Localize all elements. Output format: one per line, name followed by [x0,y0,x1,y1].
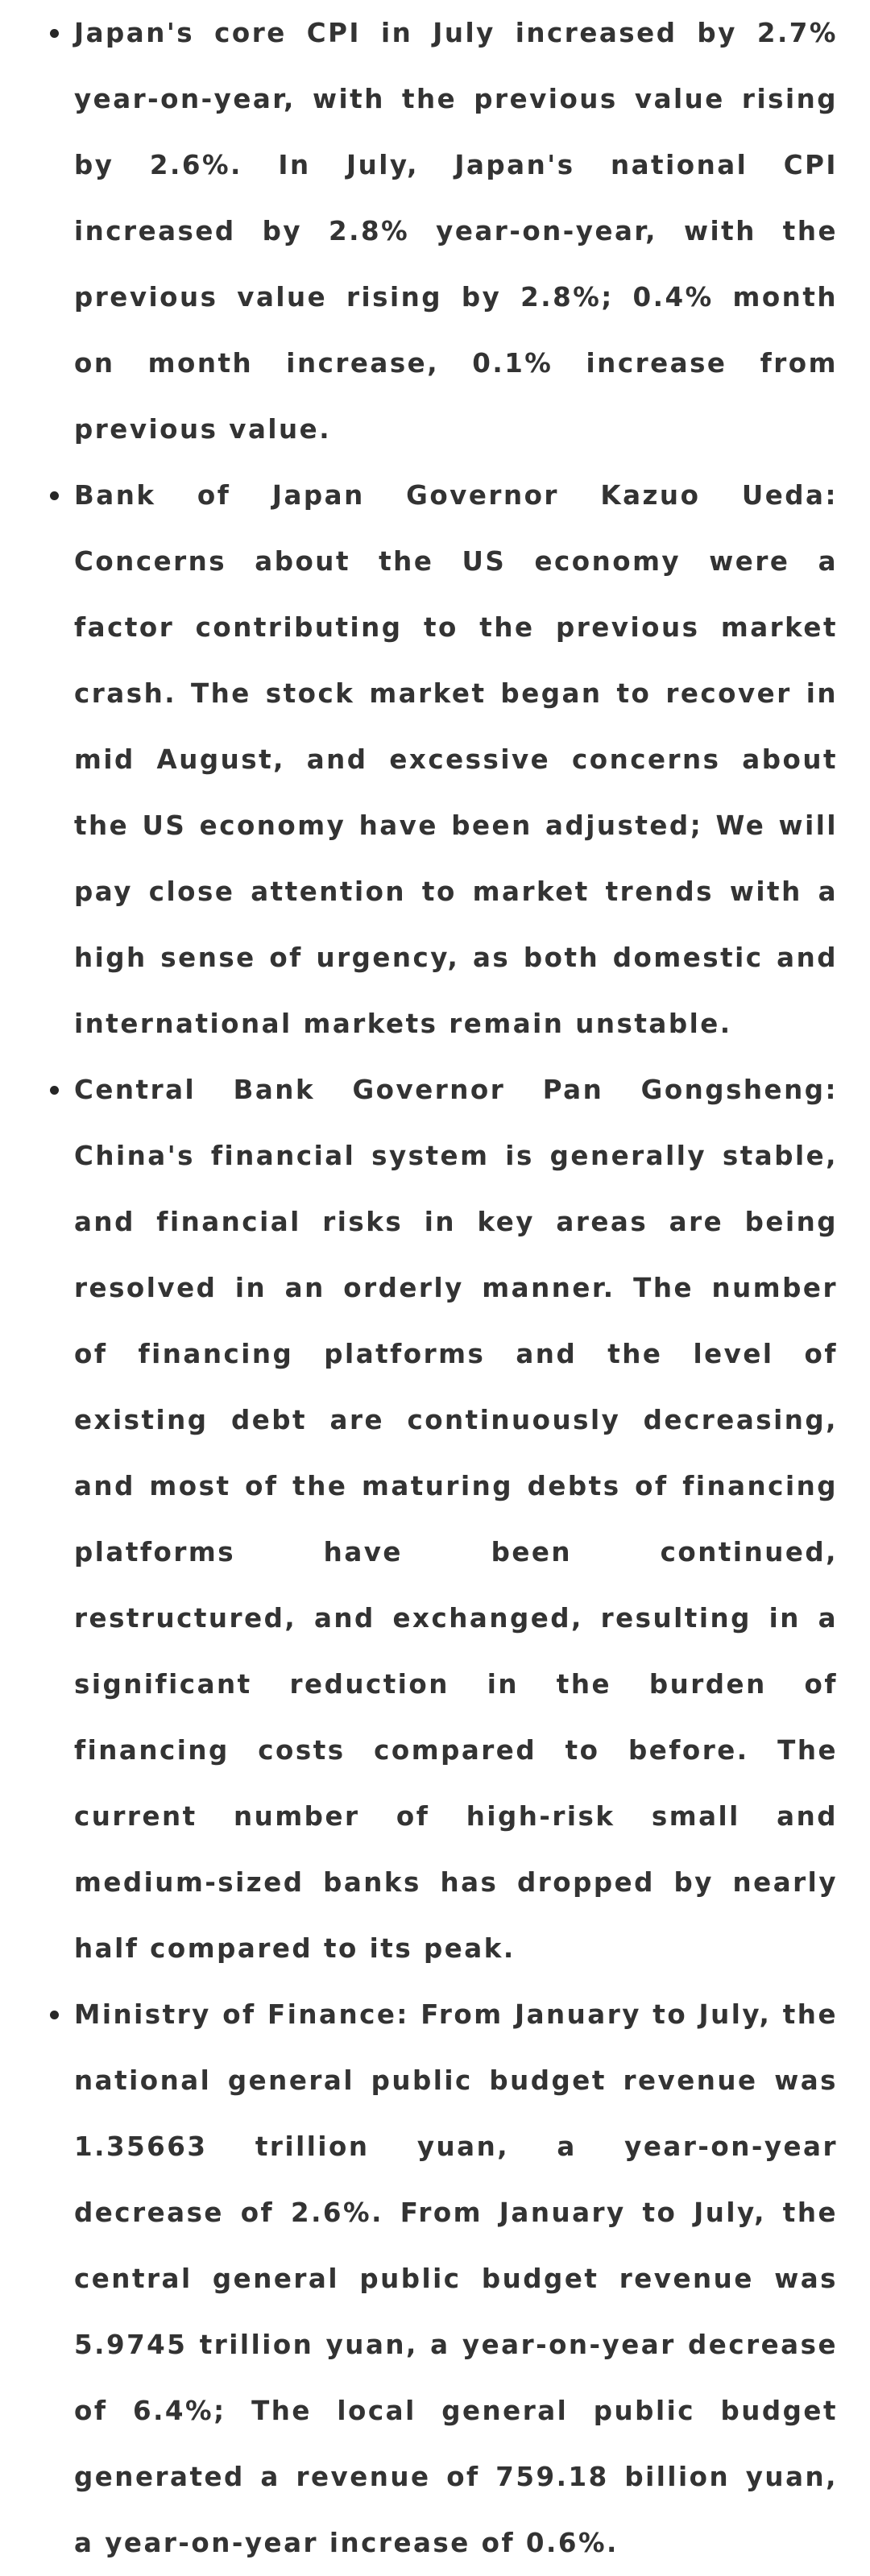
bullet-text: Ministry of Finance: From January to July, the national general public budget revenue was 1.35663 trillion yuan, a year-on-year decrease of 2.6%. From January to July, the central general public budget revenue was 5.9745 trillion yuan, a year-on-year decrease of 6.4%; The local general public budget generated a revenue of 759.18 billion yuan, a year-on-year increase of 0.6%. [74,1999,838,2558]
bullet-dot-icon [50,29,59,38]
news-bullet-list [40,0,838,2576]
bullet-dot-icon [50,2011,59,2019]
bullet-dot-icon [50,491,59,500]
bullet-text: Japan's core CPI in July increased by 2.7% year-on-year, with the previous value rising by 2.6%. In July, Japan's national CPI increased by 2.8% year-on-year, with the previous value rising by 2.8%; 0.4% month on month increase, 0.1% increase from previous value. [74,18,838,445]
list-item-ministry-of-finance [40,1982,838,2576]
bullet-text: Central Bank Governor Pan Gongsheng: China's financial system is generally stable, and financial risks in key areas are being resolved in an orderly manner. The number of financing platforms and the level of existing debt are continuously decreasing, and most of the maturing debts of financing platforms have been continued, restructured, and exchanged, resulting in a significant reduction in the burden of financing costs compared to before. The current number of high-risk small and medium-sized banks has dropped by nearly half compared to its peak. [74,1075,838,1964]
list-item-japan-cpi [40,0,838,462]
list-item-boj-governor [40,462,838,1057]
bullet-dot-icon [50,1086,59,1095]
list-item-pboc-governor [40,1057,838,1982]
bullet-text: Bank of Japan Governor Kazuo Ueda: Concerns about the US economy were a factor contributing to the previous market crash. The stock market began to recover in mid August, and excessive concerns about the US economy have been adjusted; We will pay close attention to market trends with a high sense of urgency, as both domestic and international markets remain unstable. [74,480,838,1039]
